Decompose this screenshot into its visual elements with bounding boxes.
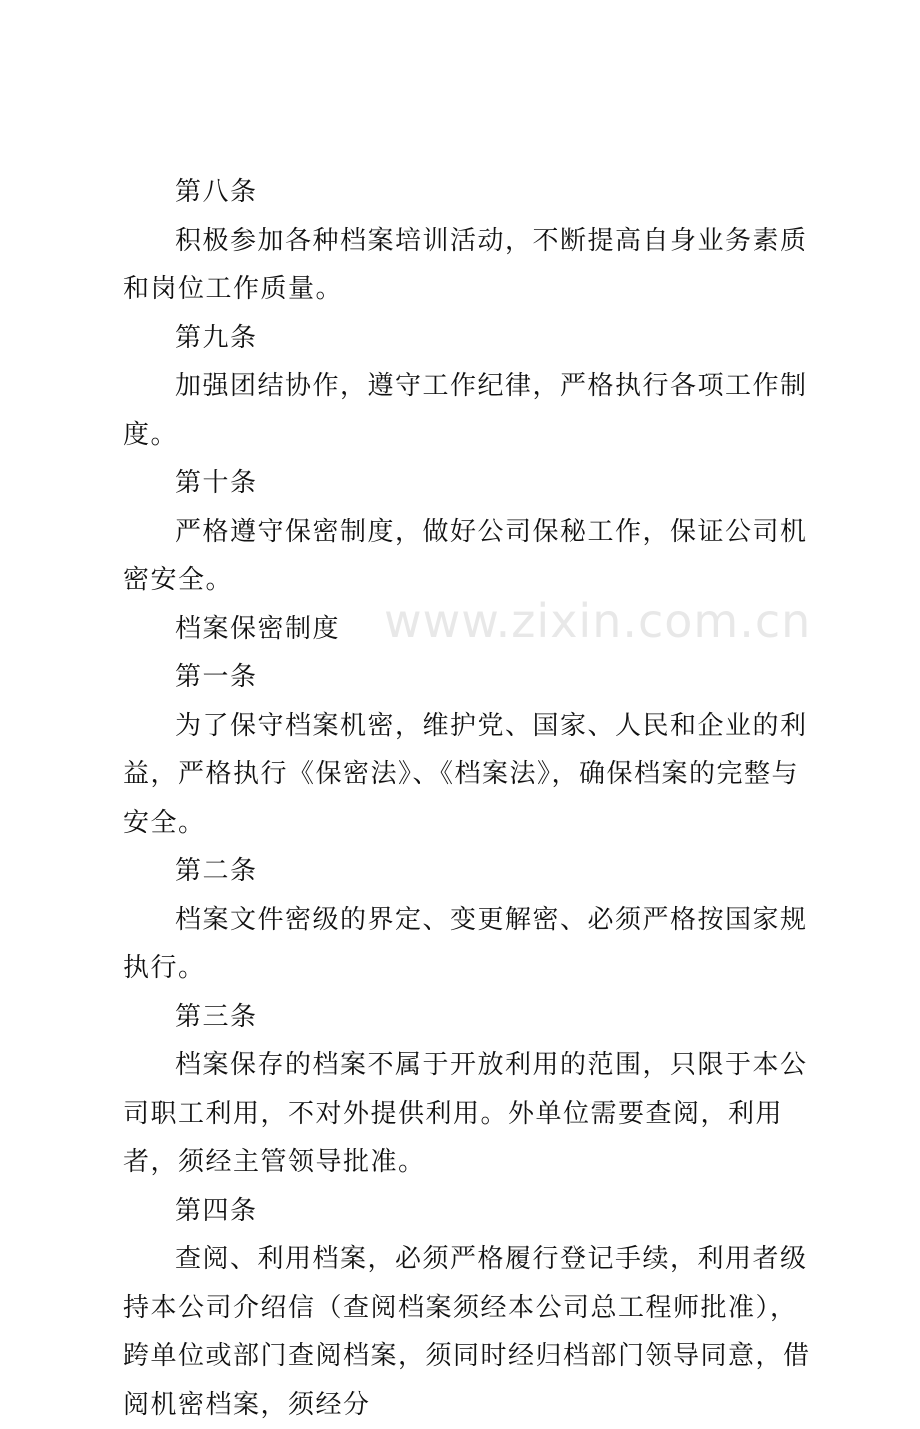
article-heading: 第一条 xyxy=(175,662,258,692)
paragraph: 严格遵守保密制度，做好公司保秘工作，保证公司机密安全。 xyxy=(123,516,808,595)
paragraph: 查阅、利用档案，必须严格履行登记手续，利用者级持本公司介绍信（查阅档案须经本公司总工程师批准），跨单位或部门查阅档案，须同时经归档部门领导同意，借阅机密档案，须经分 xyxy=(123,1244,811,1420)
paragraph: 为了保守档案机密，维护党、国家、人民和企业的利益，严格执行《保密法》、《档案法》，确保档案的完整与安全。 xyxy=(123,710,808,838)
document-body xyxy=(123,168,813,1429)
article-heading: 第三条 xyxy=(175,1001,258,1032)
article-heading: 第十条 xyxy=(175,468,258,498)
article-heading: 第九条 xyxy=(175,322,258,353)
article-heading: 第二条 xyxy=(175,856,258,886)
paragraph: 加强团结协作，遵守工作纪律，严格执行各项工作制度。 xyxy=(123,371,808,450)
paragraph: 积极参加各种档案培训活动，不断提高自身业务素质和岗位工作质量。 xyxy=(123,225,808,304)
paragraph: 档案文件密级的界定、变更解密、必须严格按国家规执行。 xyxy=(123,904,808,983)
article-heading: 第四条 xyxy=(175,1195,258,1226)
watermark: www.zixin.com.cn xyxy=(384,594,812,648)
section-title: 档案保密制度 xyxy=(175,613,341,644)
paragraph: 档案保存的档案不属于开放利用的范围，只限于本公司职工利用，不对外提供利用。外单位需要查阅，利用者，须经主管领导批准。 xyxy=(123,1050,808,1177)
article-heading: 第八条 xyxy=(175,177,258,207)
